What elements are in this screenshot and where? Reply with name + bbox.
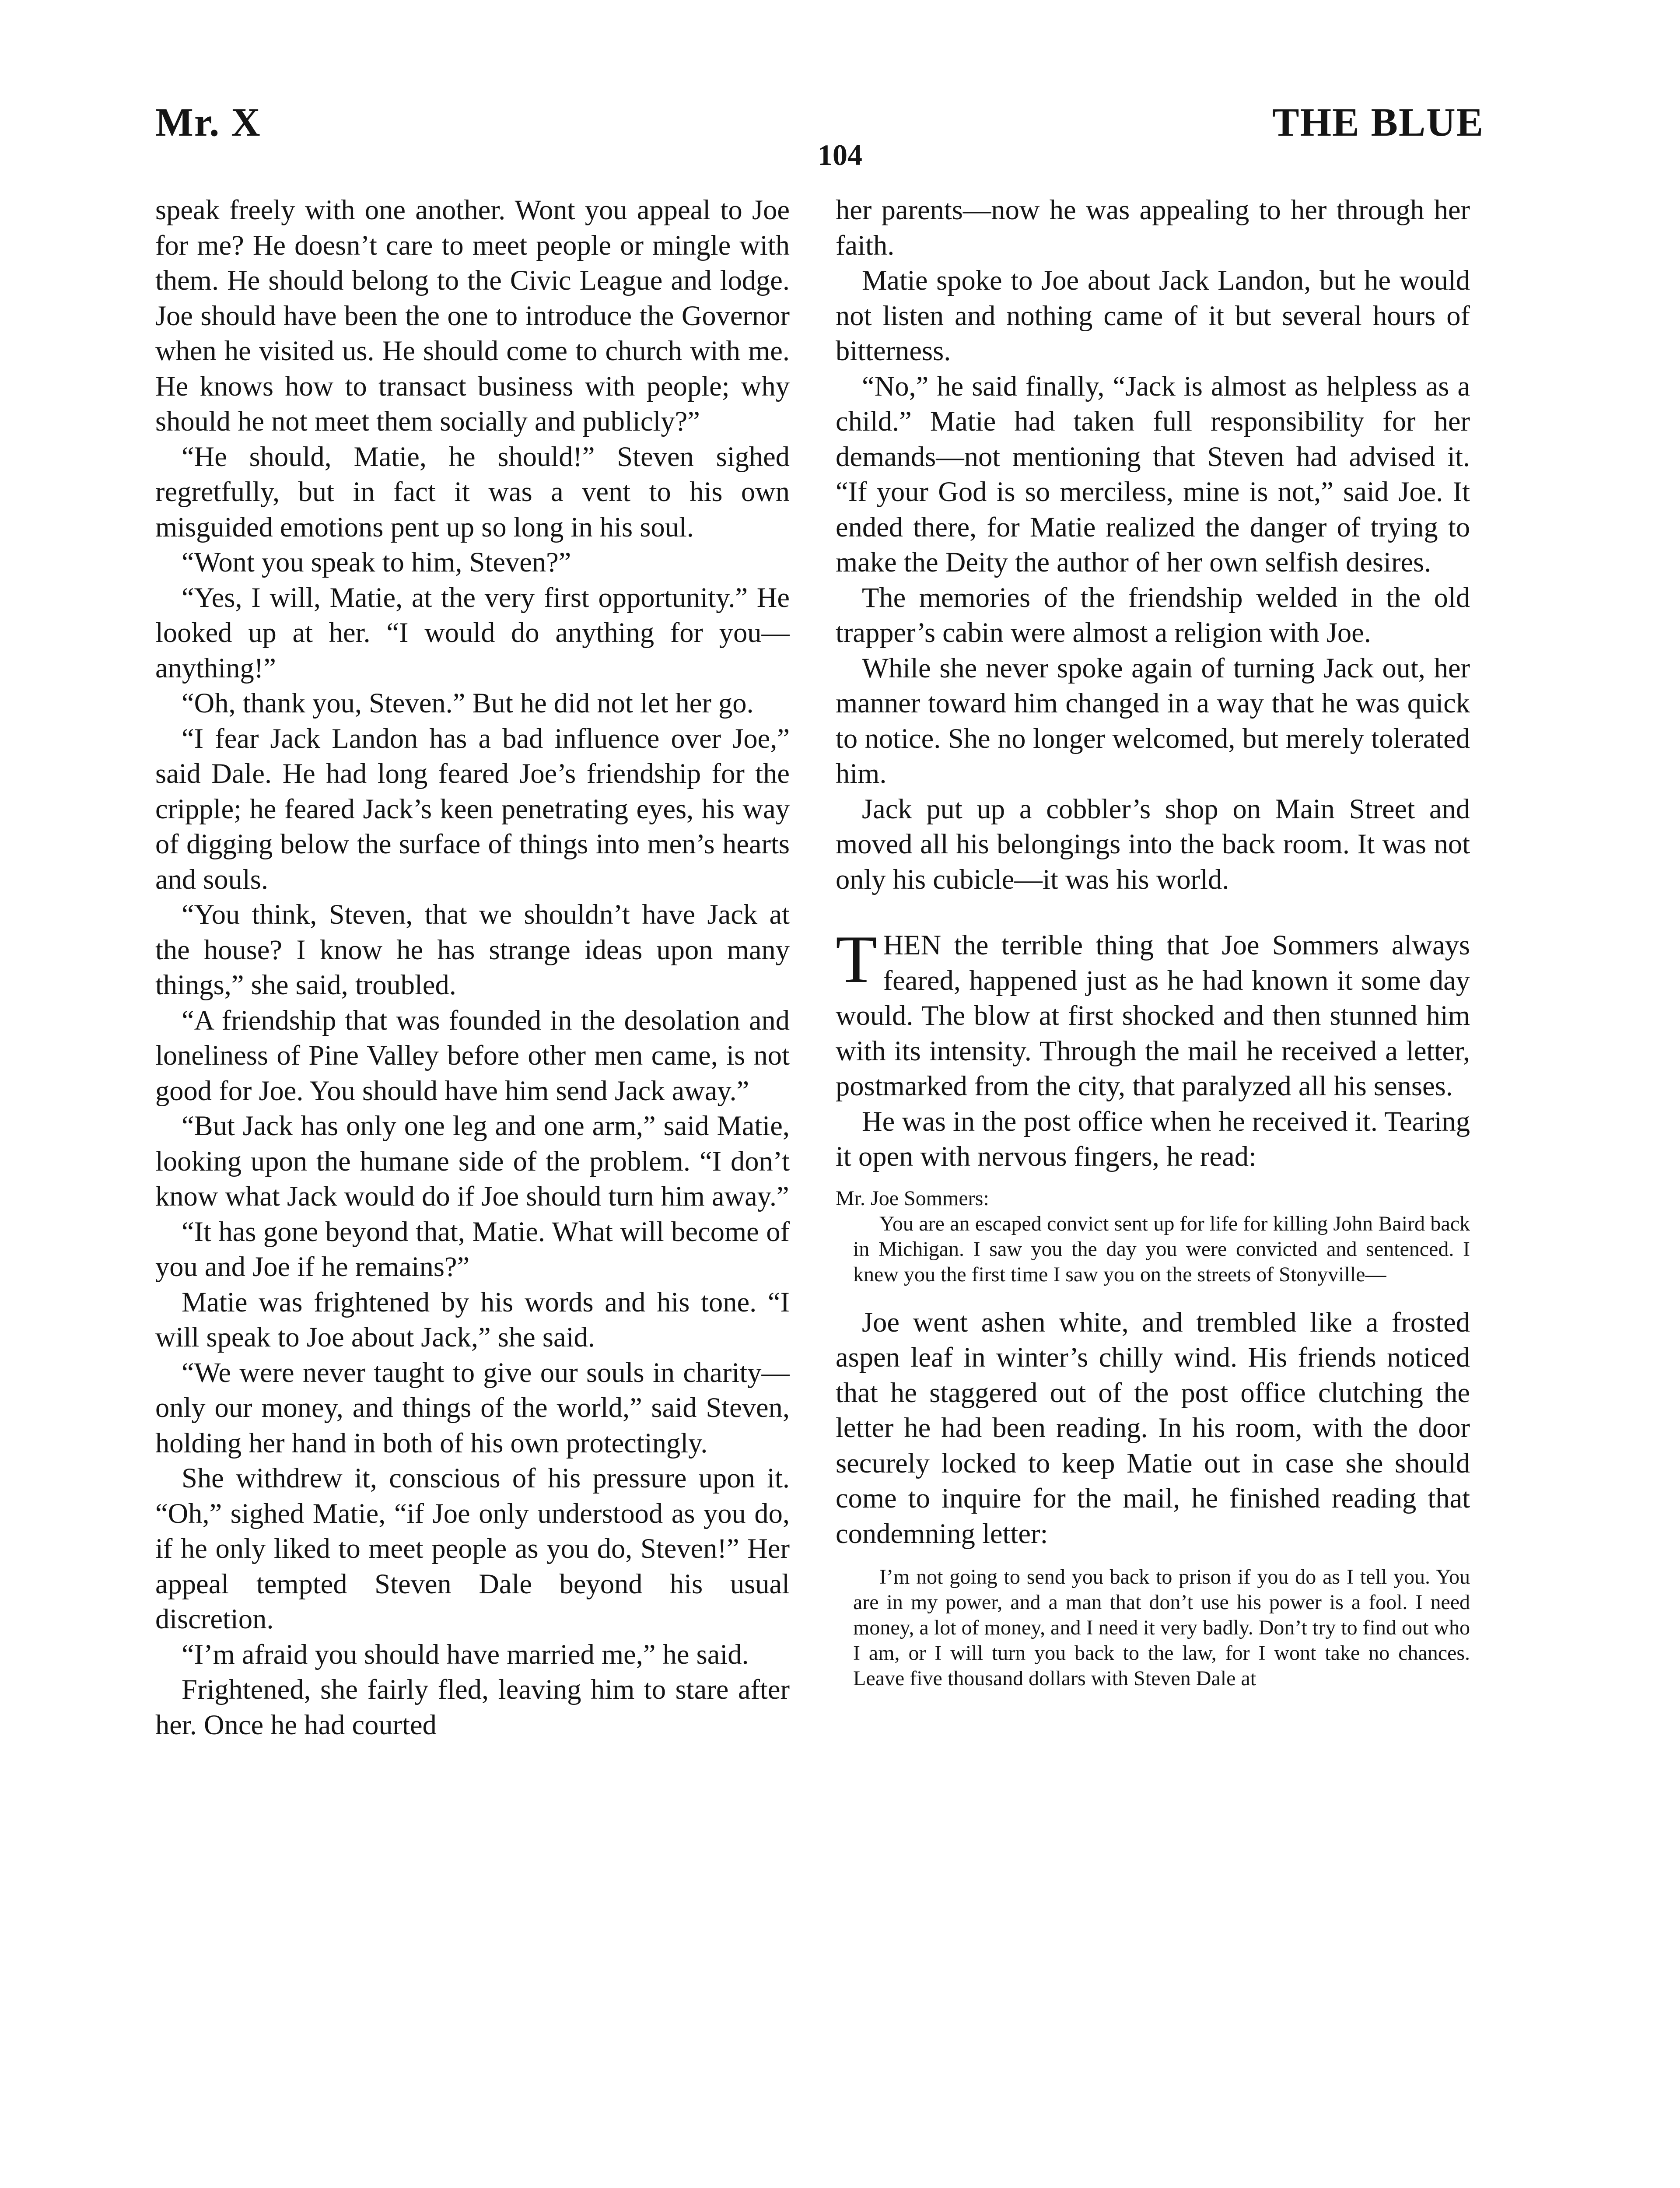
paragraph: She withdrew it, conscious of his pressure upon it. “Oh,” sighed Matie, “if Joe only understood as you do, if he only liked to meet people as you do, Steven!” Her appeal tempted Steven Dale beyond his usual discretion. (155, 1462, 790, 1634)
paragraph: He was in the post office when he received it. Tearing it open with nervous fingers, he read: (836, 1105, 1470, 1172)
paragraph: “A friendship that was founded in the desolation and loneliness of Pine Valley before other men came, is not good for Joe. You should have him send Jack away.” (155, 1004, 790, 1106)
page-number: 104 (818, 138, 862, 172)
paragraph: “Wont you speak to him, Steven?” (182, 547, 571, 578)
paragraph: “Oh, thank you, Steven.” But he did not let her go. (182, 687, 754, 719)
paragraph: Matie spoke to Joe about Jack Landon, but he would not listen and nothing came of it but several hours of bitterness. (836, 265, 1470, 366)
section-opening-text: HEN the terrible thing that Joe Sommers always feared, happened just as he had known it some day would. The blow at first shocked and then stunned him with its intensity. Through the mail he received a letter, postmarked from the city, that paralyzed all his senses. (836, 929, 1470, 1101)
paragraph: Jack put up a cobbler’s shop on Main Street and moved all his belongings into the back room. It was not only his cubicle—it was his world. (836, 793, 1470, 895)
right-column (836, 193, 1470, 2188)
paragraph: “I’m afraid you should have married me,” he said. (182, 1638, 749, 1670)
letter-excerpt: I’m not going to send you back to prison if you do as I tell you. You are in my power, and a man that don’t use his power is a fool. I need money, a lot of money, and I need it very badly. Don’t try to find out who I am, or I will turn you back to the law, for I wont take no chances. Leave five thousand dollars with Steven Dale at (853, 1565, 1470, 1690)
paragraph: “But Jack has only one leg and one arm,” said Matie, looking upon the humane side of the problem. “I don’t know what Jack would do if Joe should turn him away.” (155, 1110, 790, 1212)
paragraph: speak freely with one another. Wont you appeal to Joe for me? He doesn’t care to meet people or mingle with them. He should belong to the Civic League and lodge. Joe should have been the one to introduce the Governor when he visited us. He should come to church with me. He knows how to transact business with people; why should he not meet them socially and publicly?” (155, 194, 790, 437)
paragraph: Frightened, she fairly fled, leaving him to stare after her. Once he had courted (155, 1674, 790, 1740)
paragraph: “It has gone beyond that, Matie. What will become of you and Joe if he remains?” (155, 1216, 790, 1282)
paragraph: The memories of the friendship welded in the old trapper’s cabin were almost a religion with Joe. (836, 582, 1470, 648)
drop-cap: T (836, 922, 877, 997)
running-head-title: Mr. X (155, 100, 261, 144)
paragraph: While she never spoke again of turning Jack out, her manner toward him changed in a way that he was quick to notice. She no longer welcomed, but merely tolerated him. (836, 652, 1470, 789)
section-opening-paragraph (836, 922, 1470, 1104)
letter-salutation: Mr. Joe Sommers: (836, 1186, 989, 1210)
paragraph: “No,” he said finally, “Jack is almost as helpless as a child.” Matie had taken full responsibility for her demands—not mentioning that Steven had advised it. “If your God is so merciless, mine is not,” said Joe. It ended there, for Matie realized the danger of trying to make the Deity the author of her own selfish desires. (836, 370, 1470, 578)
paragraph: Matie was frightened by his words and his tone. “I will speak to Joe about Jack,” she said. (155, 1286, 790, 1353)
paragraph: “He should, Matie, he should!” Steven sighed regretfully, but in fact it was a vent to his own misguided emotions pent up so long in his soul. (155, 441, 790, 543)
paragraph: Joe went ashen white, and trembled like a frosted aspen leaf in winter’s chilly wind. His friends noticed that he staggered out of the post office clutching the letter he had been reading. In his room, with the door securely locked to keep Matie out in case she should come to inquire for the mail, he finished reading that condemning letter: (836, 1306, 1470, 1549)
paragraph: “You think, Steven, that we shouldn’t have Jack at the house? I know he has strange ideas upon many things,” she said, troubled. (155, 899, 790, 1000)
paragraph: “We were never taught to give our souls in charity—only our money, and things of the world,” said Steven, holding her hand in both of his own protectingly. (155, 1357, 790, 1459)
left-column (155, 193, 790, 2188)
paragraph: “Yes, I will, Matie, at the very first opportunity.” He looked up at her. “I would do anything for you—anything!” (155, 582, 790, 684)
paragraph: “I fear Jack Landon has a bad influence over Joe,” said Dale. He had long feared Joe’s friendship for the cripple; he feared Jack’s keen penetrating eyes, his way of digging below the surface of things into men’s hearts and souls. (155, 722, 790, 895)
running-head-magazine: THE BLUE (1272, 100, 1484, 144)
letter-excerpt: You are an escaped convict sent up for life for killing John Baird back in Michigan. I saw you the day you were convicted and sentenced. I knew you the first time I saw you on the streets of Stonyville— (853, 1212, 1470, 1286)
paragraph: her parents—now he was appealing to her through her faith. (836, 194, 1470, 261)
